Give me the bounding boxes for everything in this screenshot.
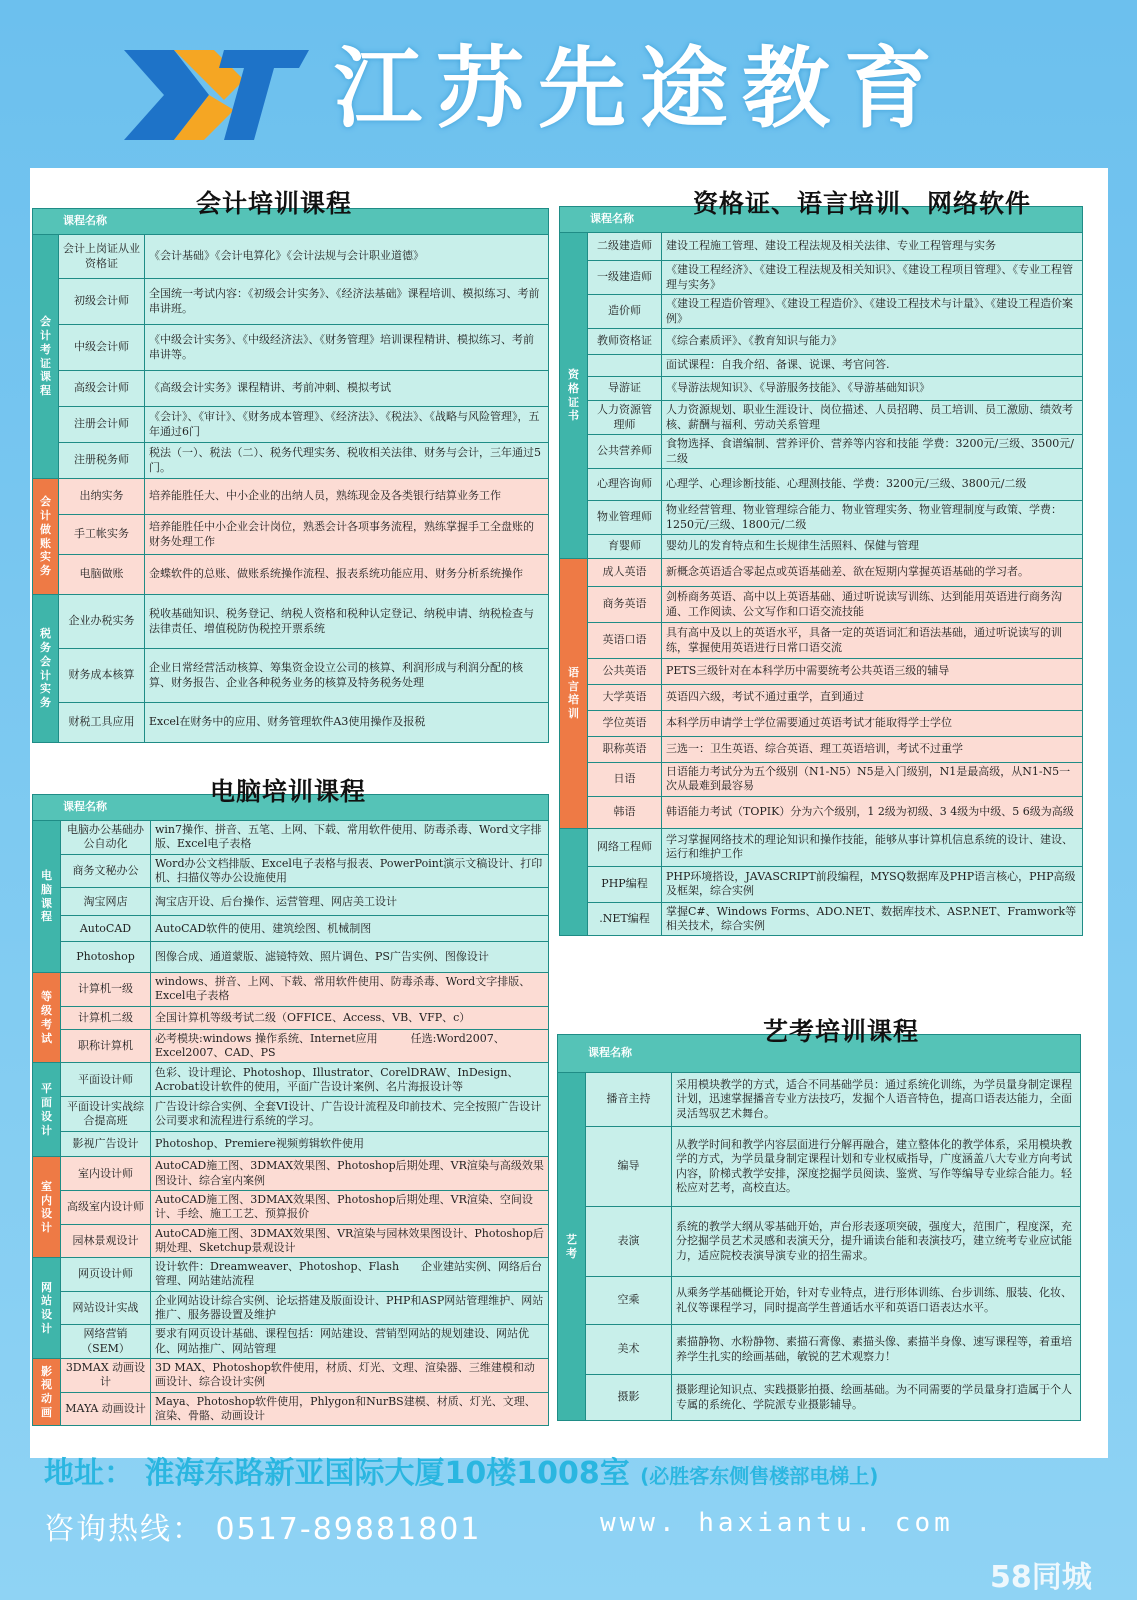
- table-row: [33, 371, 549, 407]
- course-description: 3D MAX、Photoshop软件使用，材质、灯光、文理、渲染器、三维建模和动画设计、综合设计实例: [151, 1358, 549, 1392]
- table-row: [33, 1097, 549, 1132]
- course-description: win7操作、拼音、五笔、上网、下载、常用软件使用、防毒杀毒、Word文字排版、Excel电子表格: [151, 821, 549, 855]
- table-row: [33, 703, 549, 743]
- course-name: Photoshop: [61, 942, 151, 973]
- table-row: [560, 295, 1083, 329]
- table-row: [560, 659, 1083, 685]
- course-name: 一级建造师: [588, 261, 662, 295]
- qualification-table: [559, 206, 1083, 936]
- table-row: [558, 1325, 1081, 1375]
- table-row: [560, 587, 1083, 623]
- course-name: 心理咨询师: [588, 469, 662, 501]
- course-description: 《高级会计实务》课程精讲、考前冲刺、模拟考试: [145, 371, 549, 407]
- category-label: 室 内 设 计: [33, 1157, 61, 1258]
- table-row: [33, 1157, 549, 1191]
- table-row: [558, 1375, 1081, 1421]
- address: [44, 1448, 878, 1492]
- course-name: 企业办税实务: [59, 595, 145, 649]
- table-row: [560, 763, 1083, 797]
- course-description: 剑桥商务英语、高中以上英语基础、通过听说读写训练、达到能用英语进行商务沟通、工作阅读、公文写作和口语交流技能: [662, 587, 1083, 623]
- course-name: 园林景观设计: [61, 1224, 151, 1258]
- table-header: 课程名称: [560, 207, 1083, 233]
- course-name: 播音主持: [586, 1073, 672, 1127]
- table-row: [560, 711, 1083, 737]
- course-description: 全国统一考试内容：《初级会计实务》、《经济法基础》课程培训、模拟练习、考前串讲班。: [145, 279, 549, 325]
- course-name: 人力资源管理师: [588, 401, 662, 435]
- course-description: 物业经营管理、物业管理综合能力、物业管理实务、物业管理制度与政策、学费：1250元/三级、1800元/二级: [662, 501, 1083, 535]
- course-description: 《综合素质评》、《教育知识与能力》: [662, 329, 1083, 355]
- address-text: 地址： 淮海东路新亚国际大厦10楼1008室: [44, 1456, 630, 1491]
- address-note: (必胜客东侧售楼部电梯上): [640, 1464, 879, 1488]
- course-name: PHP编程: [588, 866, 662, 902]
- table-row: [33, 1358, 549, 1392]
- course-name: 室内设计师: [61, 1157, 151, 1191]
- course-name: 电脑办公基础办公自动化: [61, 821, 151, 855]
- course-description: 英语四六级，考试不通过重学，直到通过: [662, 685, 1083, 711]
- table-row: [560, 559, 1083, 587]
- table-row: [558, 1207, 1081, 1277]
- table-row: [560, 828, 1083, 866]
- course-description: 从乘务学基础概论开始，针对专业特点，进行形体训练、台步训练、服装、化妆、礼仪等课程学习，同时提高学生普通话水平和英语口语表达水平。: [672, 1277, 1081, 1325]
- table-row: [560, 377, 1083, 401]
- course-name: 平面设计实战综合提高班: [61, 1097, 151, 1132]
- category-label: 等 级 考 试: [33, 973, 61, 1063]
- course-name: 计算机一级: [61, 973, 151, 1007]
- table-row: [560, 866, 1083, 902]
- table-row: [33, 888, 549, 916]
- category-label: 平 面 设 计: [33, 1063, 61, 1157]
- course-description: 素描静物、水粉静物、素描石膏像、素描头像、素描半身像、速写课程等，着重培养学生扎实的绘画基础，敏锐的艺术观察力！: [672, 1325, 1081, 1375]
- table-row: [560, 685, 1083, 711]
- course-name: 计算机二级: [61, 1006, 151, 1029]
- website-link[interactable]: www. haxiantu. com: [600, 1508, 954, 1538]
- category-label: 资 格 证 书: [560, 233, 588, 559]
- table-row: [33, 1063, 549, 1097]
- table-row: [33, 1325, 549, 1359]
- course-description: PETS三级针对在本科学历中需要统考公共英语三级的辅导: [662, 659, 1083, 685]
- course-description: AutoCAD施工图、3DMAX效果图、Photoshop后期处理、VR渲染、空间设计、手绘、施工工艺、预算报价: [151, 1190, 549, 1224]
- course-description: 心理学、心理诊断技能、心理测技能、学费：3200元/三级、3800元/二级: [662, 469, 1083, 501]
- footer: [30, 1440, 1090, 1600]
- course-name: 初级会计师: [59, 279, 145, 325]
- course-name: 导游证: [588, 377, 662, 401]
- category-label: 会 计 做 账 实 务: [33, 479, 59, 595]
- course-description: PHP环境搭设，JAVASCRIPT前段编程，MYSQ数据库及PHP语言核心，PHP高级及框架，综合实例: [662, 866, 1083, 902]
- table-row: [33, 821, 549, 855]
- table-row: [33, 279, 549, 325]
- category-label: [560, 828, 588, 936]
- watermark: 58同城: [990, 1560, 1092, 1595]
- header: [34, 22, 1104, 172]
- category-label: 影 视 动 画: [33, 1358, 61, 1425]
- table-row: [33, 1258, 549, 1292]
- course-description: 学习掌握网络技术的理论知识和操作技能，能够从事计算机信息系统的设计、建设、运行和维护工作: [662, 828, 1083, 866]
- course-description: 税法（一）、税法（二）、税务代理实务、税收相关法律、财务与会计，三年通过5门。: [145, 443, 549, 479]
- table-row: [560, 902, 1083, 936]
- table-row: [560, 355, 1083, 377]
- computer-table: [32, 794, 549, 1426]
- table-header: 课程名称: [33, 209, 549, 235]
- course-name: 编导: [586, 1127, 672, 1207]
- qualification-panel: [559, 189, 1083, 936]
- course-description: 图像合成、通道蒙版、滤镜特效、照片调色、PS广告实例、图像设计: [151, 942, 549, 973]
- computer-title: 电脑培训课程: [210, 777, 367, 806]
- course-name: 影视广告设计: [61, 1132, 151, 1157]
- table-row: [33, 854, 549, 888]
- course-name: 二级建造师: [588, 233, 662, 261]
- table-row: [33, 1006, 549, 1029]
- course-description: windows、拼音、上网、下载、常用软件使用、防毒杀毒、Word文字排版、Excel电子表格: [151, 973, 549, 1007]
- table-row: [33, 595, 549, 649]
- table-row: [558, 1277, 1081, 1325]
- course-name: 学位英语: [588, 711, 662, 737]
- course-name: 造价师: [588, 295, 662, 329]
- course-description: 具有高中及以上的英语水平，具备一定的英语词汇和语法基础，通过听说读写的训练，掌握使用英语进行日常口语交流: [662, 623, 1083, 659]
- content-area: [30, 168, 1108, 1458]
- course-description: 韩语能力考试（TOPIK）分为六个级别，1 2级为初级、3 4级为中级、5 6级为高级: [662, 796, 1083, 828]
- course-name: 韩语: [588, 796, 662, 828]
- table-row: [33, 235, 549, 279]
- accounting-panel: [32, 189, 549, 743]
- table-row: [560, 623, 1083, 659]
- course-name: 财税工具应用: [59, 703, 145, 743]
- course-description: Word办公文档排版、Excel电子表格与报表、PowerPoint演示文稿设计、打印机、扫描仪等办公设施使用: [151, 854, 549, 888]
- course-description: 三选一：卫生英语、综合英语、理工英语培训，考试不过重学: [662, 737, 1083, 763]
- course-name: 表演: [586, 1207, 672, 1277]
- course-name: 高级室内设计师: [61, 1190, 151, 1224]
- table-row: [33, 1190, 549, 1224]
- course-description: AutoCAD软件的使用、建筑绘图、机械制图: [151, 916, 549, 942]
- table-row: [558, 1073, 1081, 1127]
- table-row: [33, 479, 549, 515]
- course-name: 空乘: [586, 1277, 672, 1325]
- table-row: [33, 515, 549, 555]
- course-description: 新概念英语适合零起点或英语基础差、欲在短期内掌握英语基础的学习者。: [662, 559, 1083, 587]
- course-name: 育婴师: [588, 535, 662, 559]
- course-name: 大学英语: [588, 685, 662, 711]
- table-row: [33, 1291, 549, 1325]
- course-name: 美术: [586, 1325, 672, 1375]
- table-row: [558, 1127, 1081, 1207]
- table-row: [33, 325, 549, 371]
- category-label: 税 务 会 计 实 务: [33, 595, 59, 743]
- table-row: [560, 401, 1083, 435]
- course-name: 摄影: [586, 1375, 672, 1421]
- course-name: 网络营销（SEM）: [61, 1325, 151, 1359]
- course-description: 《中级会计实务》、《中级经济法》、《财务管理》培训课程精讲、模拟练习、考前串讲等。: [145, 325, 549, 371]
- course-description: Maya、Photoshop软件使用，Phlygon和NurBS建模、材质、灯光、文理、渲染、骨骼、动画设计: [151, 1392, 549, 1426]
- course-description: 本科学历申请学士学位需要通过英语考试才能取得学士学位: [662, 711, 1083, 737]
- course-description: 婴幼儿的发育特点和生长规律生活照料、保健与管理: [662, 535, 1083, 559]
- course-name: 手工帐实务: [59, 515, 145, 555]
- course-description: 面试课程：自我介绍、备课、说课、考官问答.: [662, 355, 1083, 377]
- course-name: 英语口语: [588, 623, 662, 659]
- course-description: 广告设计综合实例、全套VI设计、广告设计流程及印前技术、完全按照广告设计公司要求和流程进行系统的学习。: [151, 1097, 549, 1132]
- table-row: [33, 649, 549, 703]
- course-name: 高级会计师: [59, 371, 145, 407]
- category-label: 艺 考: [558, 1073, 586, 1421]
- course-description: 日语能力考试分为五个级别（N1-N5）N5是入门级别，N1是最高级，从N1-N5一次从最难到最容易: [662, 763, 1083, 797]
- course-description: 《建设工程经济》、《建设工程法规及相关知识》、《建设工程项目管理》、《专业工程管理与实务》: [662, 261, 1083, 295]
- course-name: 注册会计师: [59, 407, 145, 443]
- brand-title: 江苏先途教育: [334, 37, 947, 140]
- course-description: 采用模块教学的方式，适合不同基础学员：通过系统化训练，为学员量身制定课程计划，迅速掌握播音专业方法技巧，发掘个人语音特色，提高口语表达能力，全面灵活驾驭艺术舞台。: [672, 1073, 1081, 1127]
- table-row: [33, 555, 549, 595]
- course-description: 培养能胜任大、中小企业的出纳人员，熟练现金及各类银行结算业务工作: [145, 479, 549, 515]
- table-row: [33, 973, 549, 1007]
- table-row: [560, 535, 1083, 559]
- course-description: 金蝶软件的总账、做账系统操作流程、报表系统功能应用、财务分析系统操作: [145, 555, 549, 595]
- course-name: 注册税务师: [59, 443, 145, 479]
- accounting-table: [32, 208, 549, 743]
- table-row: [560, 435, 1083, 469]
- art-panel: [557, 1017, 1081, 1421]
- course-description: 从教学时间和教学内容层面进行分解再融合，建立整体化的教学体系，采用模块教学的方式，为学员量身制定课程计划和专业权威指导，广度涵盖八大专业方向考试内容，阶梯式教学安排，深度挖掘学员阅读、鉴赏、写作等编导专业综合能力。轻松应对艺考，高校直达。: [672, 1127, 1081, 1207]
- table-row: [33, 1029, 549, 1063]
- category-label: 网 站 设 计: [33, 1258, 61, 1359]
- course-name: [588, 355, 662, 377]
- course-name: 会计上岗证从业资格证: [59, 235, 145, 279]
- art-title: 艺考培训课程: [763, 1017, 920, 1046]
- table-row: [560, 737, 1083, 763]
- course-name: 3DMAX 动画设计: [61, 1358, 151, 1392]
- course-description: 必考模块:windows 操作系统、Internet应用 任选:Word2007、Excel2007、CAD、PS: [151, 1029, 549, 1063]
- course-description: 淘宝店开设、后台操作、运营管理、网店美工设计: [151, 888, 549, 916]
- course-description: 摄影理论知识点、实践摄影拍摄、绘画基础。为不同需要的学员量身打造属于个人专属的系统化、学院派专业摄影辅导。: [672, 1375, 1081, 1421]
- course-description: 色彩、设计理论、Photoshop、Illustrator、CorelDRAW、InDesign、Acrobat设计软件的使用，平面广告设计案例、名片海报设计等: [151, 1063, 549, 1097]
- computer-panel: [32, 777, 549, 1426]
- course-description: 税收基础知识、税务登记、纳税人资格和税种认定登记、纳税申请、纳税检查与法律责任、增值税防伪税控开票系统: [145, 595, 549, 649]
- course-name: 淘宝网店: [61, 888, 151, 916]
- course-name: 商务文秘办公: [61, 854, 151, 888]
- course-description: 全国计算机等级考试二级（OFFICE、Access、VB、VFP、c）: [151, 1006, 549, 1029]
- course-name: 成人英语: [588, 559, 662, 587]
- course-description: AutoCAD施工图、3DMAX效果图、VR渲染与园林效果图设计、Photoshop后期处理、Sketchup景观设计: [151, 1224, 549, 1258]
- course-description: Photoshop、Premiere视频剪辑软件使用: [151, 1132, 549, 1157]
- course-name: 平面设计师: [61, 1063, 151, 1097]
- course-description: 企业网站设计综合实例、论坛搭建及版面设计、PHP和ASP网站管理维护、网站推广、服务器设置及维护: [151, 1291, 549, 1325]
- course-description: Excel在财务中的应用、财务管理软件A3使用操作及报税: [145, 703, 549, 743]
- course-name: AutoCAD: [61, 916, 151, 942]
- course-name: 教师资格证: [588, 329, 662, 355]
- course-description: 掌握C#、Windows Forms、ADO.NET、数据库技术、ASP.NET、Framwork等相关技术，综合实例: [662, 902, 1083, 936]
- course-name: 职称英语: [588, 737, 662, 763]
- course-name: .NET编程: [588, 902, 662, 936]
- course-name: 出纳实务: [59, 479, 145, 515]
- table-row: [33, 942, 549, 973]
- table-row: [33, 443, 549, 479]
- table-row: [560, 501, 1083, 535]
- course-description: 企业日常经营活动核算、筹集资金设立公司的核算、利润形成与利润分配的核算、财务报告、企业各种税务业务的核算及特务税务处理: [145, 649, 549, 703]
- course-description: 培养能胜任中小企业会计岗位，熟悉会计各项事务流程，熟练掌握手工全盘账的财务处理工作: [145, 515, 549, 555]
- course-name: 网站设计实战: [61, 1291, 151, 1325]
- course-name: 商务英语: [588, 587, 662, 623]
- course-name: MAYA 动画设计: [61, 1392, 151, 1426]
- table-row: [33, 407, 549, 443]
- category-label: 语 言 培 训: [560, 559, 588, 829]
- table-header: 课程名称: [33, 795, 549, 821]
- course-name: 网页设计师: [61, 1258, 151, 1292]
- course-name: 网络工程师: [588, 828, 662, 866]
- hotline: 咨询热线： 0517-89881801: [44, 1512, 482, 1547]
- table-header: 课程名称: [558, 1035, 1081, 1073]
- course-description: 系统的教学大纲从零基础开始，声台形表逐项突破，强度大，范围广，程度深，充分挖掘学员艺术灵感和表演天分，提升诵读台能和表演技巧，建立统考专业应试能力，适应院校表演导演专业的招生需求。: [672, 1207, 1081, 1277]
- category-label: 电 脑 课 程: [33, 821, 61, 973]
- course-name: 电脑做账: [59, 555, 145, 595]
- table-row: [33, 1392, 549, 1426]
- course-name: 物业管理师: [588, 501, 662, 535]
- category-label: 会 计 考 证 课 程: [33, 235, 59, 479]
- xt-logo-icon: [114, 40, 314, 150]
- course-name: 职称计算机: [61, 1029, 151, 1063]
- course-description: 《会计》、《审计》、《财务成本管理》、《经济法》、《税法》、《战略与风险管理》，五年通过6门: [145, 407, 549, 443]
- table-row: [560, 329, 1083, 355]
- course-description: 要求有网页设计基础、课程包括：网站建设、营销型网站的规划建设、网站优化、网站推广、网站管理: [151, 1325, 549, 1359]
- course-description: 设计软件：Dreamweaver、Photoshop、Flash 企业建站实例、网络后台管理、网站建站流程: [151, 1258, 549, 1292]
- course-description: 《会计基础》《会计电算化》《会计法规与会计职业道德》: [145, 235, 549, 279]
- table-row: [33, 916, 549, 942]
- course-name: 财务成本核算: [59, 649, 145, 703]
- course-description: 建设工程施工管理、建设工程法规及相关法律、专业工程管理与实务: [662, 233, 1083, 261]
- table-row: [560, 469, 1083, 501]
- course-description: AutoCAD施工图、3DMAX效果图、Photoshop后期处理、VR渲染与高级效果图设计、综合室内案例: [151, 1157, 549, 1191]
- course-name: 公共英语: [588, 659, 662, 685]
- course-description: 食物选择、食谱编制、营养评价、营养等内容和技能 学费：3200元/三级、3500元/二级: [662, 435, 1083, 469]
- table-row: [560, 261, 1083, 295]
- accounting-title: 会计培训课程: [196, 189, 353, 218]
- table-row: [560, 233, 1083, 261]
- table-row: [33, 1224, 549, 1258]
- table-row: [33, 1132, 549, 1157]
- table-row: [560, 796, 1083, 828]
- course-name: 中级会计师: [59, 325, 145, 371]
- qualification-title: 资格证、语言培训、网络软件: [693, 189, 1032, 218]
- art-table: [557, 1034, 1081, 1421]
- course-description: 《建设工程造价管理》、《建设工程造价》、《建设工程技术与计量》、《建设工程造价案例》: [662, 295, 1083, 329]
- course-description: 人力资源规划、职业生涯设计、岗位描述、人员招聘、员工培训、员工激励、绩效考核、薪酬与福利、劳动关系管理: [662, 401, 1083, 435]
- course-description: 《导游法规知识》、《导游服务技能》、《导游基础知识》: [662, 377, 1083, 401]
- course-name: 日语: [588, 763, 662, 797]
- course-name: 公共营养师: [588, 435, 662, 469]
